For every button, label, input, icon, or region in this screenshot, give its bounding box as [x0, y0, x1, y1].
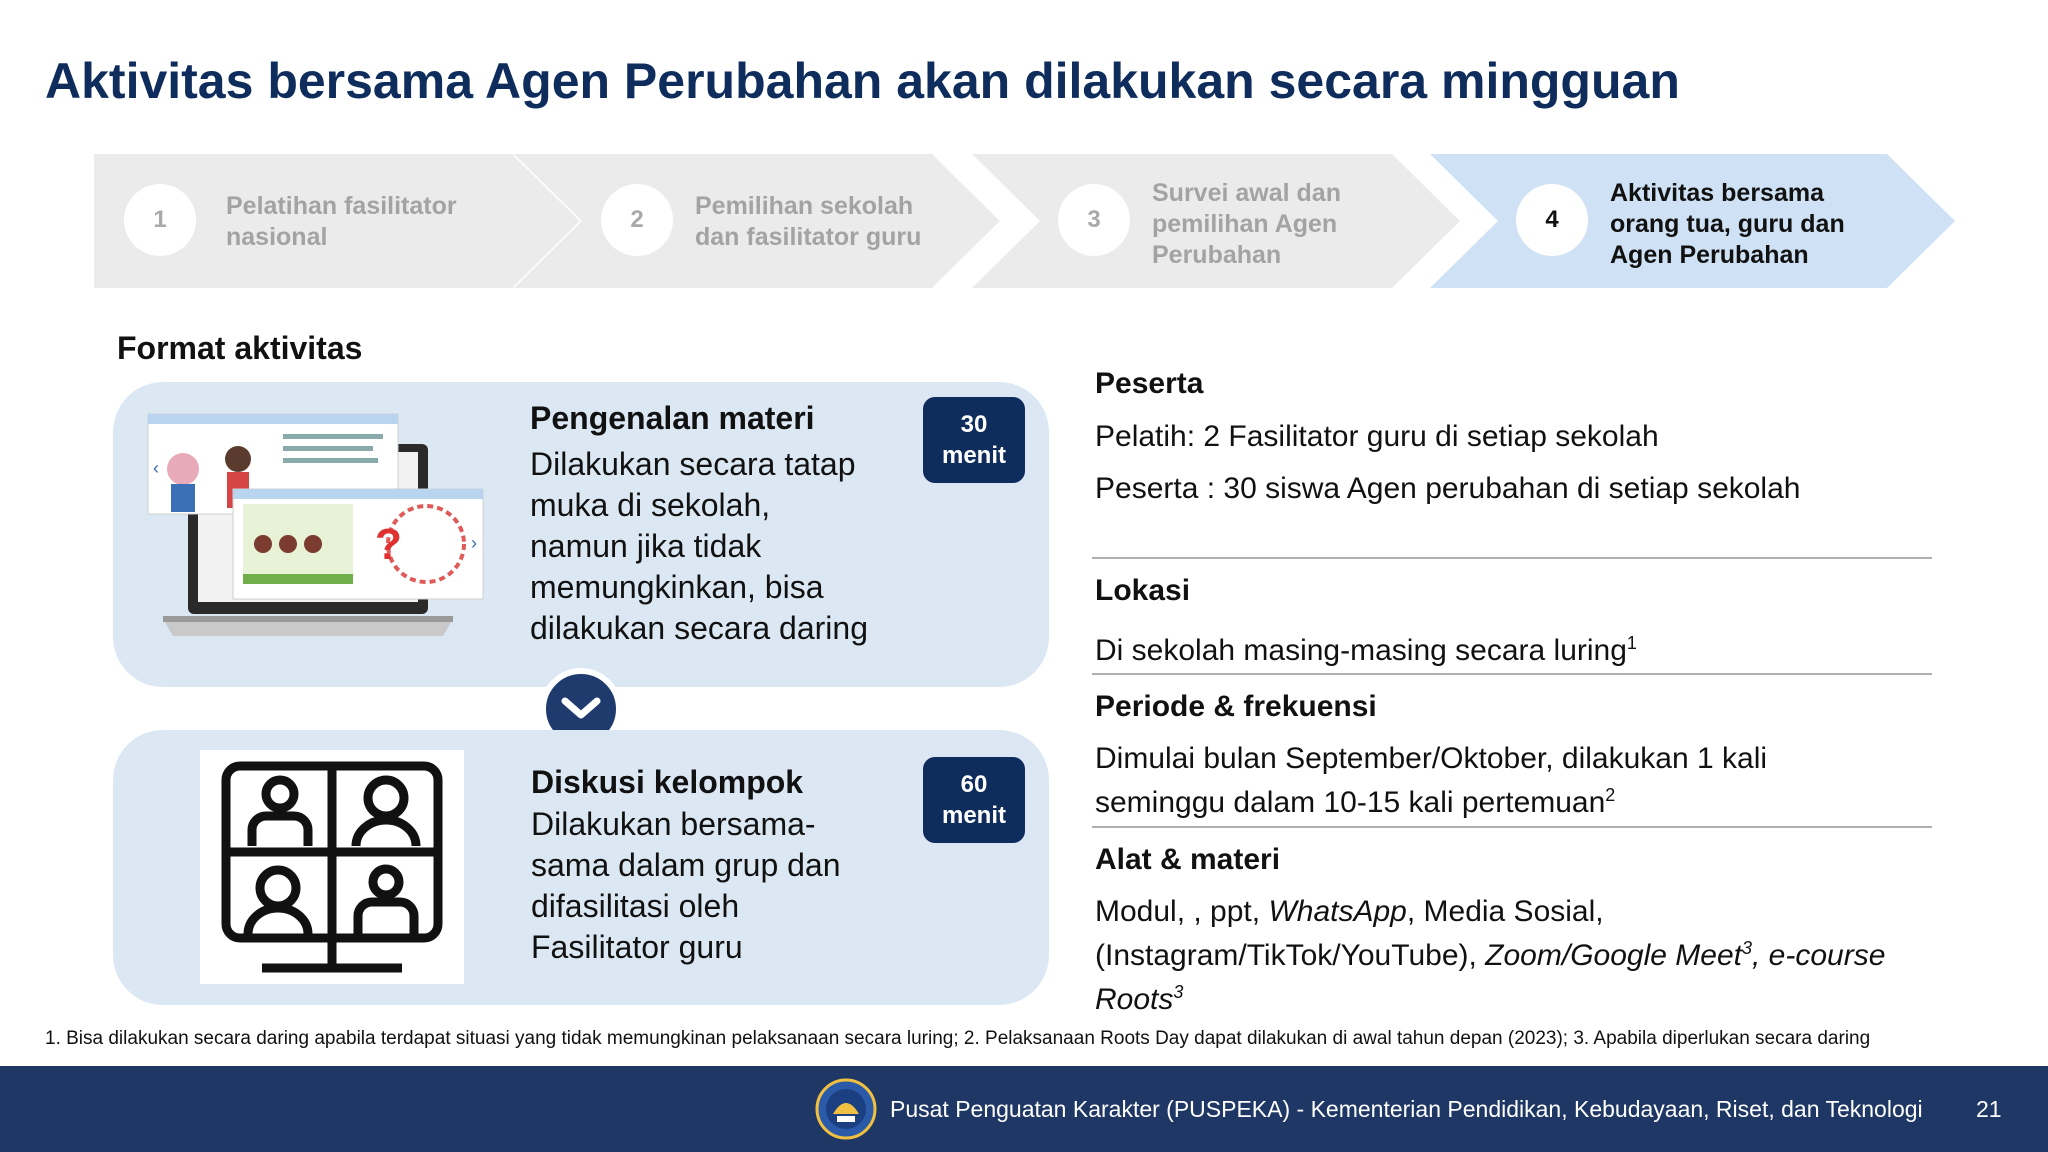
peserta-heading: Peserta [1095, 367, 1204, 400]
card-2-description: Dilakukan bersama- sama dalam grup dan difasilitasi oleh Fasilitator guru [531, 806, 841, 965]
divider [1092, 826, 1932, 828]
card-1-title: Pengenalan materi [530, 400, 815, 436]
step-3-label: Survei awal dan pemilihan Agen Perubahan [1152, 179, 1341, 269]
svg-text:?: ? [375, 520, 402, 569]
footer-org-text: Pusat Penguatan Karakter (PUSPEKA) - Kementerian Pendidikan, Kebudayaan, Riset, dan Teknologi [890, 1096, 1923, 1122]
chevron-down-glyph [561, 697, 601, 721]
step-1-number: 1 [124, 184, 196, 256]
lokasi-text: Di sekolah masing-masing secara luring$^1$ [1095, 633, 1637, 667]
step-3 [972, 154, 1460, 288]
divider [1092, 673, 1932, 675]
card-1-description: Dilakukan secara tatap muka di sekolah, namun jika tidak memungkinkan, bisa dilakukan secara daring [530, 446, 868, 646]
format-label: Format aktivitas [117, 330, 363, 366]
step-2 [514, 154, 1002, 288]
lokasi-heading: Lokasi [1095, 574, 1191, 607]
step-4-active [1430, 154, 1955, 288]
card-diskusi-kelompok [113, 730, 1049, 1005]
alat-heading: Alat & materi [1095, 843, 1281, 876]
alat-text: Modul, , ppt, WhatsApp, Media Sosial, (Instagram/TikTok/YouTube), Zoom/Google Meet$^3$, e-course Roots$^3$ [1095, 895, 1886, 1016]
svg-text:›: › [471, 533, 477, 553]
step-3-number: 3 [1058, 184, 1130, 256]
step-1 [94, 154, 582, 288]
peserta-participant-text: Peserta : 30 siswa Agen perubahan di setiap sekolah [1095, 472, 1801, 505]
page-number: 21 [1976, 1096, 2002, 1122]
periode-heading: Periode & frekuensi [1095, 690, 1377, 723]
step-2-number: 2 [601, 184, 673, 256]
peserta-trainer-text: Pelatih: 2 Fasilitator guru di setiap sekolah [1095, 420, 1659, 453]
video-call-group-icon [200, 750, 464, 984]
divider [1092, 557, 1932, 559]
step-4-label: Aktivitas bersama orang tua, guru dan Agen Perubahan [1610, 179, 1845, 269]
step-4-number: 4 [1516, 184, 1588, 256]
footnote: 1. Bisa dilakukan secara daring apabila terdapat situasi yang tidak memungkinan pelaksanaan secara luring; 2. Pelaksanaan Roots Day dapat dilakukan di awal tahun depan (2023); 3. Apabila diperlukan secara daring [45, 1028, 1871, 1049]
duration-badge-60: 60 menit [923, 757, 1025, 843]
periode-text: Dimulai bulan September/Oktober, dilakukan 1 kali seminggu dalam 10-15 kali pertemuan$^2$ [1095, 742, 1768, 819]
page-title: Aktivitas bersama Agen Perubahan akan dilakukan secara mingguan [45, 53, 1680, 109]
card-2-title: Diskusi kelompok [531, 764, 804, 800]
footer-bar [0, 1066, 2048, 1152]
kemendikbud-logo-icon [815, 1078, 877, 1140]
duration-badge-30: 30 menit [923, 397, 1025, 483]
laptop-slides-illustration [143, 404, 513, 674]
card-pengenalan-materi [113, 382, 1049, 687]
step-2-label: Pemilihan sekolah dan fasilitator guru [695, 192, 922, 251]
step-1-label: Pelatihan fasilitator nasional [226, 192, 457, 251]
svg-text:‹: ‹ [153, 458, 159, 478]
video-call-icon [200, 750, 464, 984]
